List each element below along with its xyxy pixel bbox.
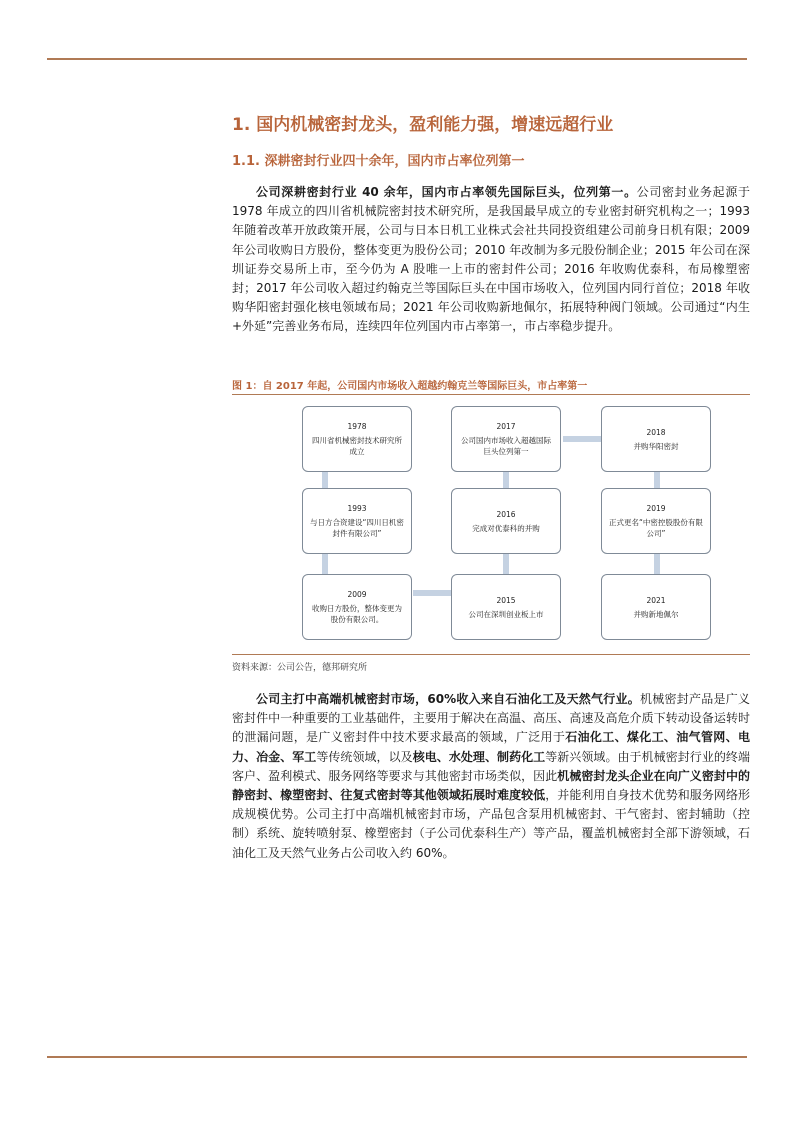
timeline-year: 2018	[646, 427, 666, 437]
subsection-heading: 1.1. 深耕密封行业四十余年，国内市占率位列第一	[232, 154, 525, 169]
timeline-box-2018	[601, 406, 711, 472]
timeline-box-2009	[302, 574, 412, 640]
timeline-text: 正式更名“中密控股股份有限公司”	[609, 518, 703, 538]
timeline-box-2015	[451, 574, 561, 640]
figure-bottom-rule	[232, 654, 750, 655]
timeline-text: 完成对优泰科的并购	[472, 523, 540, 533]
timeline-text: 并购华阳密封	[633, 441, 679, 451]
timeline-year: 2017	[496, 422, 516, 431]
figure-source: 资料来源：公司公告，德邦研究所	[232, 663, 368, 673]
business-bold-traditional: 石油化工、煤化工、油气管网、电力、冶金、军工	[232, 730, 750, 764]
timeline-year: 2021	[646, 595, 666, 605]
business-text-3: 等新兴领域。由于机械密封行业的终端客户、盈利模式、服务网络等要求与其他密封市场类似，因此	[232, 749, 750, 783]
timeline-text: 与日方合资建设“四川日机密封件有限公司”	[310, 518, 404, 538]
timeline-year: 2016	[496, 509, 516, 519]
timeline-year: 2009	[347, 590, 367, 599]
connector-2017-2018	[563, 436, 603, 442]
timeline-text: 公司在深圳创业板上市	[468, 609, 544, 619]
timeline-diagram	[232, 396, 750, 652]
figure-title: 图 1：自 2017 年起，公司国内市场收入超越约翰克兰等国际巨头，市占率第一	[232, 381, 588, 392]
business-text-4: ，并能利用自身技术优势和服务网络形成规模优势。公司主打中高端机械密封市场，产品包含泵用机械密封、干气密封、密封辅助（控制）系统、旋转喷射泵、橡塑密封（子公司优泰科生产）等产品，覆盖机械密封全部下游领域，石油化工及天然气业务占公司收入约 60%。	[232, 788, 750, 860]
timeline-box-2021	[601, 574, 711, 640]
business-text-1: 机械密封产品是广义密封件中一种重要的工业基础件，主要用于解决在高温、高压、高速及高危介质下转动设备运转时的泄漏问题，是广义密封件中技术要求最高的领域，广泛用于	[232, 692, 750, 745]
timeline-text: 并购新地佩尔	[633, 609, 679, 619]
business-text-2: 等传统领域，以及	[316, 749, 413, 764]
business-paragraph	[232, 690, 750, 863]
footer-rule	[47, 1056, 747, 1058]
timeline-year: 1993	[347, 504, 367, 513]
timeline-box-1993	[302, 488, 412, 554]
timeline-year: 2019	[646, 504, 666, 513]
section-heading: 1. 国内机械密封龙头，盈利能力强，增速远超行业	[232, 115, 614, 135]
intro-lead: 公司深耕密封行业 40 余年，国内市占率领先国际巨头，位列第一。	[256, 185, 637, 199]
header-rule	[47, 58, 747, 60]
connector-2009-2015	[413, 590, 453, 596]
timeline-year: 2015	[496, 595, 516, 605]
timeline-box-1978	[302, 406, 412, 472]
figure-top-rule	[232, 394, 750, 395]
timeline-text: 收购日方股份，整体变更为股份有限公司。	[312, 604, 402, 624]
business-bold-emerging: 核电、水处理、制药化工	[412, 749, 546, 764]
timeline-text: 公司国内市场收入超越国际巨头位列第一	[461, 436, 551, 456]
timeline-text: 四川省机械密封技术研究所成立	[312, 436, 402, 456]
business-bold-expansion: 机械密封龙头企业在向广义密封中的静密封、橡塑密封、往复式密封等其他领域拓展时难度较低	[232, 768, 750, 803]
timeline-box-2017	[451, 406, 561, 472]
intro-body: 公司密封业务起源于 1978 年成立的四川省机械院密封技术研究所，是我国最早成立的专业密封研究机构之一；1993 年随着改革开放政策开展，公司与日本日机工业株式会社共同投资组建公司前身日机有限；2009 年公司收购日方股份，整体变更为股份公司；2010 年改制为多元股份制企业；2015 年公司在深圳证券交易所上市，至今仍为 A 股唯一上市的密封件公司；2016 年收购优泰科，布局橡塑密封；2017 年公司收入超过约翰克兰等国际巨头在中国市场收入，位列国内同行首位；2018 年收购华阳密封强化核电领域布局；2021 年公司收购新地佩尔，拓展特种阀门领域。公司通过“内生+外延”完善业务布局，连续四年位列国内市占率第一，市占率稳步提升。	[232, 185, 750, 334]
timeline-year: 1978	[347, 422, 367, 431]
intro-paragraph	[232, 183, 750, 337]
timeline-box-2019	[601, 488, 711, 554]
timeline-box-2016	[451, 488, 561, 554]
business-lead: 公司主打中高端机械密封市场，60%收入来自石油化工及天然气行业。	[256, 692, 641, 706]
